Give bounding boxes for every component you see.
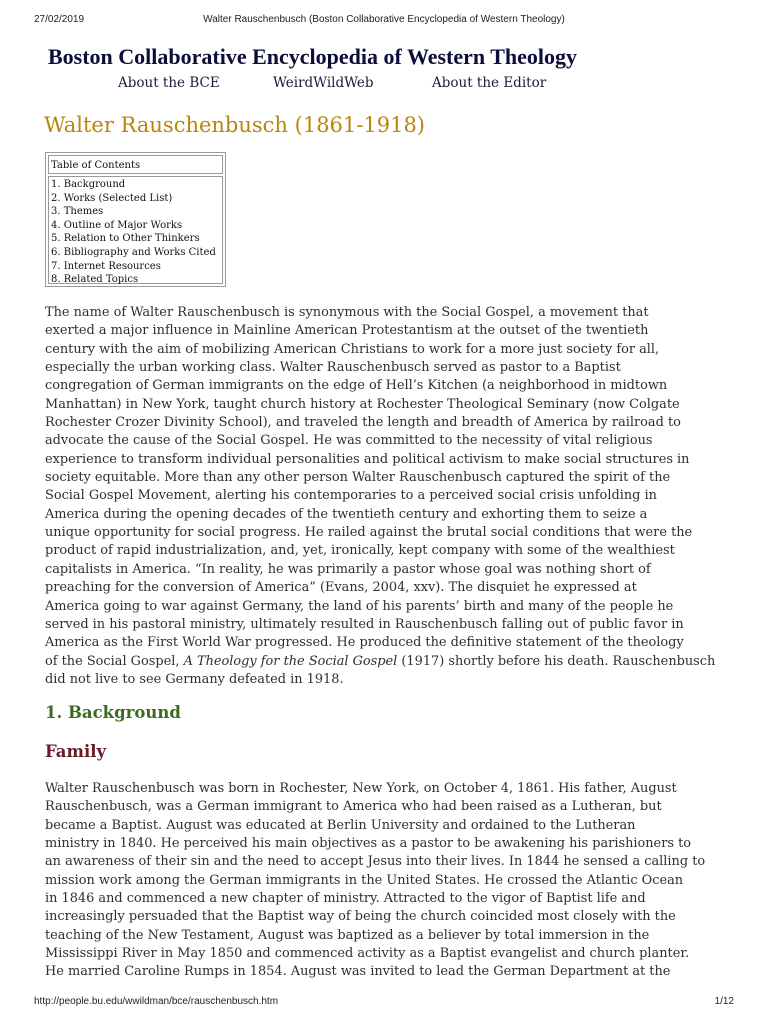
text-line: Manhattan) in New York, taught church history at Rochester Theological Seminary (now Colgate xyxy=(45,396,680,412)
text-line: America during the opening decades of the twentieth century and exhorting them to seize a xyxy=(45,506,648,522)
text-line: The name of Walter Rauschenbusch is synonymous with the Social Gospel, a movement that xyxy=(45,305,649,320)
text-line: Rochester Crozer Divinity School), and traveled the length and breadth of America by railroad to xyxy=(45,415,681,431)
nav-link-about-editor[interactable]: About the Editor xyxy=(432,75,547,91)
print-page-title: Walter Rauschenbusch (Boston Collaborative Encyclopedia of Western Theology) xyxy=(203,14,565,25)
text-line: product of rapid industrialization, and, yet, ironically, kept company with some of the wealthiest xyxy=(45,543,675,559)
text-line: did not live to see Germany defeated in 1918. xyxy=(45,671,344,687)
table-of-contents xyxy=(45,152,226,287)
text-segment: of the Social Gospel, xyxy=(45,653,184,669)
toc-item-relation[interactable]: 5. Relation to Other Thinkers xyxy=(51,233,200,245)
nav-link-about-bce[interactable]: About the BCE xyxy=(118,75,220,91)
text-line: an awareness of their sin and the need to accept Jesus into their lives. In 1844 he sensed a calling to xyxy=(45,854,706,870)
section-heading-background: 1. Background xyxy=(45,703,181,722)
toc-item-background[interactable]: 1. Background xyxy=(51,179,126,190)
text-line: served in his pastoral ministry, ultimately resulted in Rauschenbusch falling out of public favor in xyxy=(45,616,684,632)
page-number: 1/12 xyxy=(714,996,734,1007)
text-line: He married Caroline Rumps in 1854. August was invited to lead the German Department at the xyxy=(45,964,671,980)
article-title: Walter Rauschenbusch (1861-1918) xyxy=(44,113,426,137)
toc-item-works[interactable]: 2. Works (Selected List) xyxy=(51,192,173,204)
text-line: especially the urban working class. Walter Rauschenbusch served as pastor to a Baptist xyxy=(45,360,621,376)
toc-header: Table of Contents xyxy=(48,155,223,174)
toc-item-internet[interactable]: 7. Internet Resources xyxy=(51,260,161,272)
toc-list xyxy=(48,176,223,284)
text-line: increasingly persuaded that the Baptist way of being the church coincided most closely with the xyxy=(45,909,676,925)
text-segment: (1917) shortly before his death. Rauschenbusch xyxy=(397,653,716,669)
text-line: became a Baptist. August was educated at Berlin University and ordained to the Lutheran xyxy=(45,817,636,833)
text-line xyxy=(45,653,731,671)
nav-link-weirdwildweb[interactable]: WeirdWildWeb xyxy=(273,75,374,91)
text-line: Mississippi River in May 1850 and commenced activity as a Baptist evangelist and church planter. xyxy=(45,946,690,962)
text-line: America as the First World War progressed. He produced the definitive statement of the theology xyxy=(45,635,684,651)
text-line: advocate the cause of the Social Gospel. He was committed to the necessity of vital religious xyxy=(45,433,653,449)
text-line: teaching of the New Testament, August was baptized as a believer by total immersion in the xyxy=(45,927,650,943)
text-line: capitalists in America. “In reality, he was primarily a pastor whose goal was nothing short of xyxy=(45,561,651,577)
toc-item-outline[interactable]: 4. Outline of Major Works xyxy=(51,219,183,231)
text-line: experience to transform individual personalities and political activism to make social structures in xyxy=(45,451,690,467)
intro-paragraph xyxy=(45,304,731,689)
text-line: century with the aim of mobilizing American Christians to work for a more just society for all, xyxy=(45,341,660,357)
text-line: preaching for the conversion of America” (Evans, 2004, xxv). The disquiet he expressed at xyxy=(45,580,637,596)
text-line: Walter Rauschenbusch was born in Rochester, New York, on October 4, 1861. His father, August xyxy=(45,781,677,796)
print-url[interactable]: http://people.bu.edu/wwildman/bce/rauschenbusch.htm xyxy=(34,996,279,1007)
book-title-italic: A Theology for the Social Gospel xyxy=(183,653,398,669)
text-line: congregation of German immigrants on the edge of Hell’s Kitchen (a neighborhood in midtown xyxy=(45,378,668,394)
text-line: exerted a major influence in Mainline American Protestantism at the outset of the twentieth xyxy=(45,323,649,339)
subheading-family: Family xyxy=(45,742,107,761)
text-line: America going to war against Germany, the land of his parents’ birth and many of the people he xyxy=(45,598,674,614)
text-line: society equitable. More than any other person Walter Rauschenbusch captured the spirit of the xyxy=(45,470,671,486)
toc-item-related[interactable]: 8. Related Topics xyxy=(51,274,139,286)
text-line: Social Gospel Movement, alerting his contemporaries to a perceived social crisis unfolding in xyxy=(45,488,657,504)
print-date: 27/02/2019 xyxy=(34,14,85,25)
text-line: in 1846 and commenced a new chapter of ministry. Attracted to the vigor of Baptist life and xyxy=(45,891,646,907)
toc-item-bibliography[interactable]: 6. Bibliography and Works Cited xyxy=(51,246,216,258)
text-line: mission work among the German immigrants in the United States. He crossed the Atlantic Ocean xyxy=(45,872,684,888)
family-paragraph xyxy=(45,780,731,982)
text-line: Rauschenbusch, was a German immigrant to America who had been raised as a Lutheran, but xyxy=(45,799,662,815)
toc-item-themes[interactable]: 3. Themes xyxy=(51,206,104,218)
text-line: ministry in 1840. He perceived his main objectives as a pastor to be awakening his parishioners to xyxy=(45,836,692,852)
text-line: unique opportunity for social progress. He railed against the brutal social conditions that were the xyxy=(45,525,693,541)
site-title[interactable]: Boston Collaborative Encyclopedia of Western Theology xyxy=(48,44,578,69)
